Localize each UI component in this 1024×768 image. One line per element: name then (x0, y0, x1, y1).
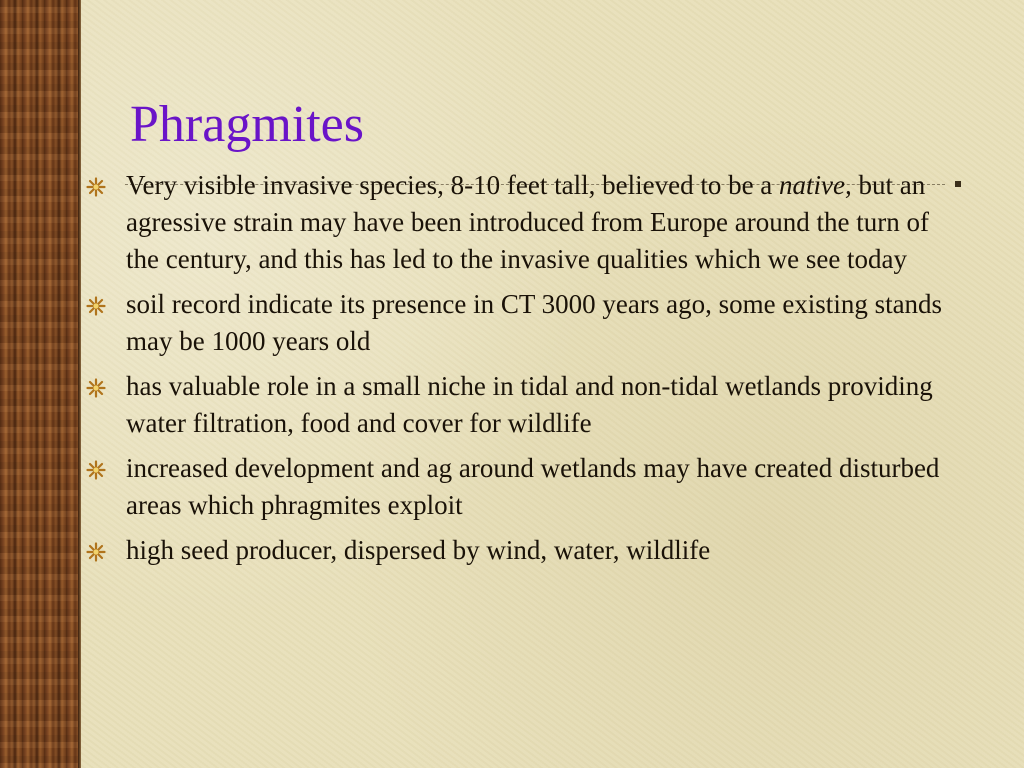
bullet-item (86, 368, 946, 442)
bullet-item (86, 167, 946, 278)
title-underline-end (955, 181, 961, 187)
bullet-text: has valuable role in a small niche in tidal and non-tidal wetlands providing water filtration, food and cover for wildlife (126, 371, 933, 438)
bullet-text-part: but an agressive strain may have been introduced from Europe around the turn of the century, and this has led to the invasive qualities which we see today (126, 170, 929, 274)
star-burst-icon (86, 542, 106, 562)
wood-border (0, 0, 78, 768)
bullet-text-emphasis: native, (779, 170, 852, 200)
slide-title: Phragmites (130, 96, 364, 153)
bullet-text: soil record indicate its presence in CT 3000 years ago, some existing stands may be 1000 years old (126, 289, 943, 356)
star-burst-icon (86, 177, 106, 197)
bullet-item (86, 286, 946, 360)
bullet-text: increased development and ag around wetlands may have created disturbed areas which phragmites exploit (126, 453, 940, 520)
bullet-item (86, 532, 946, 569)
wood-border-edge (78, 0, 81, 768)
bullet-text: high seed producer, dispersed by wind, water, wildlife (126, 535, 711, 565)
star-burst-icon (86, 296, 106, 316)
bullet-text-part: Very visible invasive species, 8-10 feet tall, believed to be a (126, 170, 780, 200)
star-burst-icon (86, 460, 106, 480)
bullet-item (86, 450, 946, 524)
bullet-list (86, 167, 946, 577)
star-burst-icon (86, 378, 106, 398)
